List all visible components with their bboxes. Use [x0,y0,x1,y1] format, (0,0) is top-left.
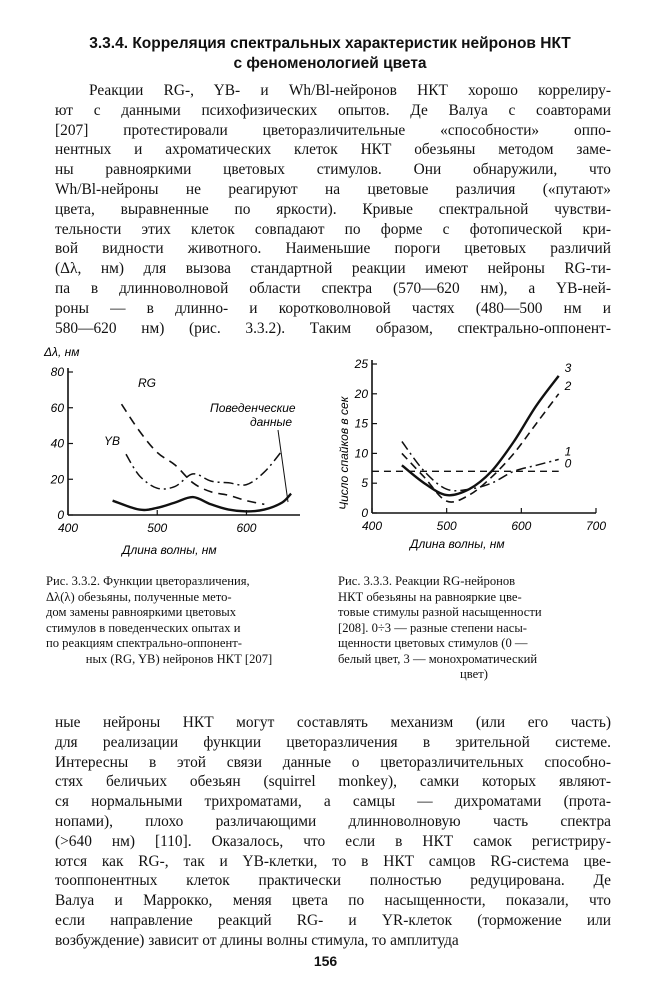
y-tick-label: 25 [354,357,368,371]
y-tick-label: 0 [57,508,64,522]
x-tick-label: 400 [57,521,79,535]
chart-spike-rate [330,340,620,568]
x-tick-label: 600 [511,519,532,533]
series-2-line [402,394,559,502]
text-line: [207] протестировали цветоразличительные «способности» оппо- [55,121,611,139]
caption-line: по реакциям спектрально-оппонент- [46,636,242,650]
y-axis-label: Δλ, нм [44,345,80,359]
chart-discrimination [38,342,318,564]
y-axis-label: Число спайков в сек [337,396,351,510]
text-line: нопами), плохо различающими длинноволновую часть спектра [55,812,611,830]
text-line: роны — в длинно- и коротковолновой частях (480—500 нм и [55,299,611,317]
text-line: Валуа и Маррокко, меняя цвета по насыщенности, показали, что [55,892,611,910]
y-tick-label: 20 [50,472,64,487]
caption-line: [208]. 0÷3 — разные степени насы- [338,620,527,635]
series-yb-line [126,451,282,489]
caption-line: щенности цветовых стимулов (0 — [338,636,528,650]
y-tick-label: 15 [354,416,368,431]
x-axis-label: Длина волны, нм [410,537,505,551]
text-line: тельности этих клеток совпадают по форме с фотопической кри- [55,220,611,238]
text-line: нентных и ахроматических клеток НКТ обезьяны методом заме- [55,141,611,159]
caption-figure-3-3-3 [338,574,610,683]
page-number: 156 [313,953,338,969]
heading-line-2: с феноменологией цвета [233,55,427,72]
y-tick-label: 5 [361,476,368,491]
y-tick-label: 10 [354,446,368,461]
text-line: для реализации функции цветоразличения в зрительной системе. [55,733,611,751]
x-tick-label: 400 [361,519,383,533]
section-heading [40,34,620,74]
series-behavioral-line [113,494,292,512]
paragraph-2 [55,713,611,951]
text-line: цвета, выравненные по яркости). Кривые спектральной чувстви- [55,200,611,218]
caption-line: дом замены равнояркими цветовых [46,605,237,619]
caption-line: белый цвет, 3 — монохроматический [338,651,538,666]
caption-line: ных (RG, YB) нейронов НКТ [207] [85,651,273,666]
caption-figure-3-3-2 [46,574,312,667]
annotation-leader [278,430,288,502]
figure-3-3-3 [330,340,620,568]
y-tick-label: 20 [354,386,368,401]
caption-line: Рис. 3.3.2. Функции цветоразличения, [46,574,250,588]
series-label-rg: RG [138,376,156,390]
x-tick-label: 500 [147,521,168,535]
text-line: Wh/Bl-нейроны не реагируют на цветовые различия («путают» [55,180,611,198]
text-line: стях беличьих обезьян (squirrel monkey), самки которых являют- [55,773,611,791]
caption-line: стимулов в поведенческих опытах и [46,620,241,635]
figure-3-3-2 [38,342,318,564]
text-line: ют с данными психофизических опытов. Де Валуа с соавторами [55,101,611,119]
text-line: (Δλ, нм) для вызова стандартной реакции имеют нейроны RG-ти- [55,260,611,278]
text-line: ные нейроны НКТ могут составлять механизм (или его часть) [55,714,611,731]
text-line: Реакции RG-, YB- и Wh/Bl-нейронов НКТ хорошо коррелиру- [89,82,611,99]
x-tick-label: 600 [236,521,257,535]
y-tick-label: 60 [50,400,64,415]
paragraph-1 [55,81,611,338]
caption-line: цвет) [460,667,488,681]
series-label-behavioral-2: данные [250,415,293,429]
text-line: возбуждение) зависит от длины волны стимула, то амплитуда [55,931,459,949]
caption-line: Рис. 3.3.3. Реакции RG-нейронов [338,574,516,588]
y-tick-label: 0 [361,506,368,520]
series-label-yb: YB [104,434,121,448]
text-line: вой видности животного. Наименьшие пороги цветовых различий [55,240,611,258]
y-tick-label: 80 [50,365,64,379]
caption-line: товые стимулы разной насыщенности [338,605,542,619]
series-label-behavioral-1: Поведенческие [210,401,296,415]
series-label-3: 3 [564,360,572,375]
text-line: тооппонентных клеток практически полностью редуцирована. Де [55,872,611,890]
x-tick-label: 700 [585,519,607,533]
text-line: (>640 нм) [110]. Оказалось, что если в НКТ самок регистриру- [55,832,611,850]
series-label-1: 1 [564,444,572,459]
caption-line: НКТ обезьяны на равнояркие цве- [338,589,522,604]
x-axis-label: Длина волны, нм [122,543,217,557]
series-group [372,361,572,502]
text-line: Интересны в этой связи данные о цветоразличительных способно- [55,753,611,771]
text-line: 580—620 нм) (рис. 3.3.2). Таким образом, спектрально-оппонент- [55,319,611,337]
heading-line-1: 3.3.4. Корреляция спектральных характеристик нейронов НКТ [89,35,571,52]
series-label-2: 2 [564,378,572,393]
x-tick-label: 500 [436,519,457,533]
text-line: если направление реакций RG- и YR-клеток (торможение или [55,911,611,929]
text-line: ются как RG-, так и YB-клетки, то в НКТ самцов RG-система цве- [55,852,611,870]
text-line: па в длинноволновой области спектра (570—620 нм), а YB-ней- [55,279,611,297]
y-tick-label: 40 [50,436,64,451]
text-line: ся нормальными трихроматами, а самцы — дихроматами (прота- [55,793,611,811]
text-line: ны равнояркими цветовых стимулов. Они обнаружили, что [55,161,611,179]
series-label-0: 0 [564,456,572,471]
series-rg-line [122,404,265,504]
caption-line: Δλ(λ) обезьяны, полученные мето- [46,589,232,604]
